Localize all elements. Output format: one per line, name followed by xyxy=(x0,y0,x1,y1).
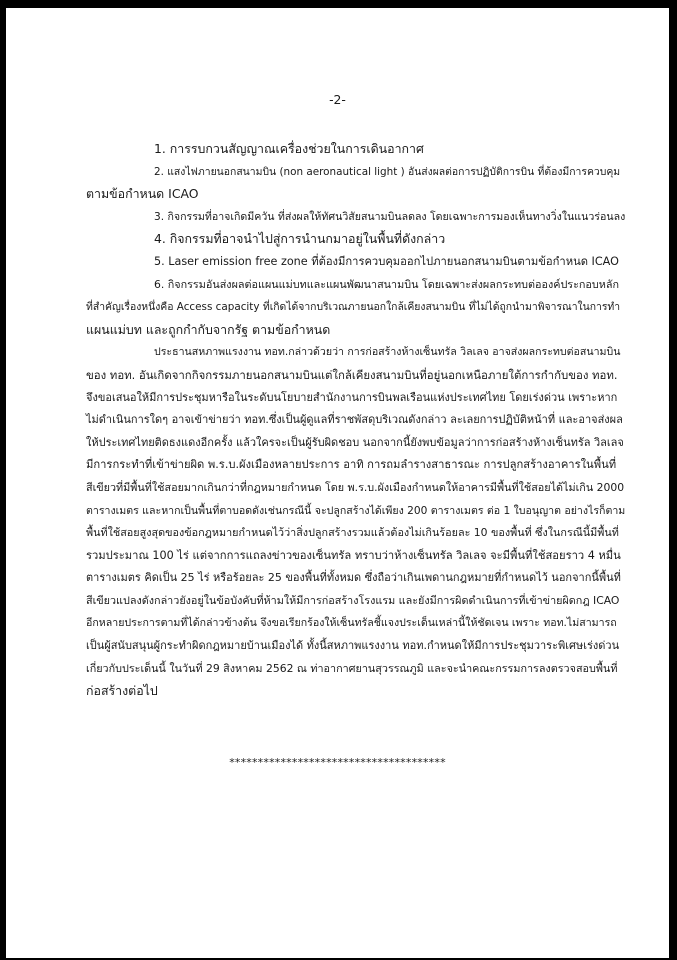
list-item-1: 1. การรบกวนสัญญาณเครื่องช่วยในการเดินอากาศ xyxy=(154,141,424,156)
separator-line: ************************************** xyxy=(229,756,446,769)
paragraph-line: ของ ทอท. อันเกิดจากกิจกรรมภายนอกสนามบินแต่ใกล้เคียงสนามบินที่อยู่นอกเหนือภายใต้การกำกับของ ทอท. xyxy=(86,367,618,382)
document-page xyxy=(6,8,669,958)
paragraph-line: ไม่ดำเนินการใดๆ อาจเข้าข่ายว่า ทอท.ซึ่งเป็นผู้ดูแลที่ราชพัสดุบริเวณดังกล่าว ละเลยการปฏิบัติหน้าที่ และอาจส่งผล xyxy=(86,413,623,427)
paragraph-line: รวมประมาณ 100 ไร่ แต่จากการแถลงข่าวของเซ็นทรัล ทราบว่าห้างเซ็นทรัล วิลเลจ จะมีพื้นที่ใช้สอยราว 4 หมื่น xyxy=(86,548,621,562)
paragraph-line: อีกหลายประการตามที่ได้กล่าวข้างต้น จึงขอเรียกร้องให้เซ็นทรัลชี้แจงประเด็นเหล่านี้ให้ชัดเจน เพราะ ทอท.ไม่สามารถ xyxy=(86,617,617,630)
list-item-6: 6. กิจกรรมอันส่งผลต่อแผนแม่บทและแผนพัฒนาสนามบิน โดยเฉพาะส่งผลกระทบต่อองค์ประกอบหลัก xyxy=(154,277,620,291)
paragraph-line: ตารางเมตร และหากเป็นพื้นที่ตาบอดดังเช่นกรณีนี้ จะปลูกสร้างได้เพียง 200 ตารางเมตร ต่อ 1 ใบอนุญาต อย่างไรก็ตาม xyxy=(86,504,626,517)
list-item-2-continuation: ตามข้อกำหนด ICAO xyxy=(86,186,199,202)
document-body xyxy=(86,138,626,703)
list-item-6-continuation: ที่สำคัญเรื่องหนึ่งคือ Access capacity ที่เกิดได้จากบริเวณภายนอกใกล้เคียงสนามบิน ที่ไม่ได้ถูกนำมาพิจารณาในการทำ xyxy=(86,301,621,314)
paragraph-line: พื้นที่ใช้สอยสูงสุดของข้อกฎหมายกำหนดไว้ว่าสิ่งปลูกสร้างรวมแล้วต้องไม่เกินร้อยละ 10 ของพื้นที่ ซึ่งในกรณีนี้มีพื้นที่ xyxy=(86,526,619,540)
paragraph-line: สีเขียวที่มีพื้นที่ใช้สอยมากเกินกว่าที่กฎหมายกำหนด โดย พ.ร.บ.ผังเมืองกำหนดให้อาคารมีพื้นที่ใช้สอยได้ไม่เกิน 2000 xyxy=(86,480,625,494)
paragraph-line: ตารางเมตร คิดเป็น 25 ไร่ หรือร้อยละ 25 ของพื้นที่ทั้งหมด ซึ่งถือว่าเกินเพดานกฎหมายที่กำหนดไว้ นอกจากนี้พื้นที่ xyxy=(86,571,621,585)
paragraph-line: สีเขียวแปลงดังกล่าวยังอยู่ในข้อบังคับที่ห้ามให้มีการก่อสร้างโรงแรม และยังมีการผิดดำเนินการที่เข้าข่ายผิดกฎ ICAO xyxy=(86,593,620,607)
list-item-3: 3. กิจกรรมที่อาจเกิดมีควัน ที่ส่งผลให้ทัศนวิสัยสนามบินลดลง โดยเฉพาะการมองเห็นทางวิ่งในแนวร่อนลง xyxy=(154,210,626,223)
paragraph-line: ก่อสร้างต่อไป xyxy=(86,683,158,699)
page-number: -2- xyxy=(329,92,346,107)
list-item-5: 5. Laser emission free zone ที่ต้องมีการควบคุมออกไปภายนอกสนามบินตามข้อกำหนด ICAO xyxy=(154,254,619,268)
paragraph-line: จึงขอเสนอให้มีการประชุมหารือในระดับนโยบายสำนักงานการบินพลเรือนแห่งประเทศไทย โดยเร่งด่วน เพราะหาก xyxy=(86,390,618,404)
list-item-6-continuation: แผนแม่บท และถูกกำกับจากรัฐ ตามข้อกำหนด xyxy=(86,321,331,337)
list-item-4: 4. กิจกรรมที่อาจนำไปสู่การนำนกมาอยู่ในพื้นที่ดังกล่าว xyxy=(154,231,446,247)
paragraph-line: ให้ประเทศไทยติดธงแดงอีกครั้ง แล้วใครจะเป็นผู้รับผิดชอบ นอกจากนี้ยังพบข้อมูลว่าการก่อสร้างห้างเซ็นทรัล วิลเลจ xyxy=(86,435,624,449)
paragraph-line: เกี่ยวกับประเด็นนี้ ในวันที่ 29 สิงหาคม 2562 ณ ท่าอากาศยานสุวรรณภูมิ และจะนำคณะกรรมการลงตรวจสอบพื้นที่ xyxy=(86,661,618,675)
list-item-2: 2. แสงไฟภายนอกสนามบิน (non aeronautical light ) อันส่งผลต่อการปฏิบัติการบิน ที่ต้องมีการควบคุม xyxy=(154,165,621,178)
paragraph-line: มีการกระทำที่เข้าข่ายผิด พ.ร.บ.ผังเมืองหลายประการ อาทิ การถมลำรางสาธารณะ การปลูกสร้างอาคารในพื้นที่ xyxy=(86,458,617,472)
paragraph-line: เป็นผู้สนับสนุนผู้กระทำผิดกฎหมายบ้านเมืองได้ ทั้งนี้สหภาพแรงงาน ทอท.กำหนดให้มีการประชุมวาระพิเศษเร่งด่วน xyxy=(86,639,620,653)
paragraph-line: ประธานสหภาพแรงงาน ทอท.กล่าวด้วยว่า การก่อสร้างห้างเซ็นทรัล วิลเลจ อาจส่งผลกระทบต่อสนามบิน xyxy=(154,346,621,359)
